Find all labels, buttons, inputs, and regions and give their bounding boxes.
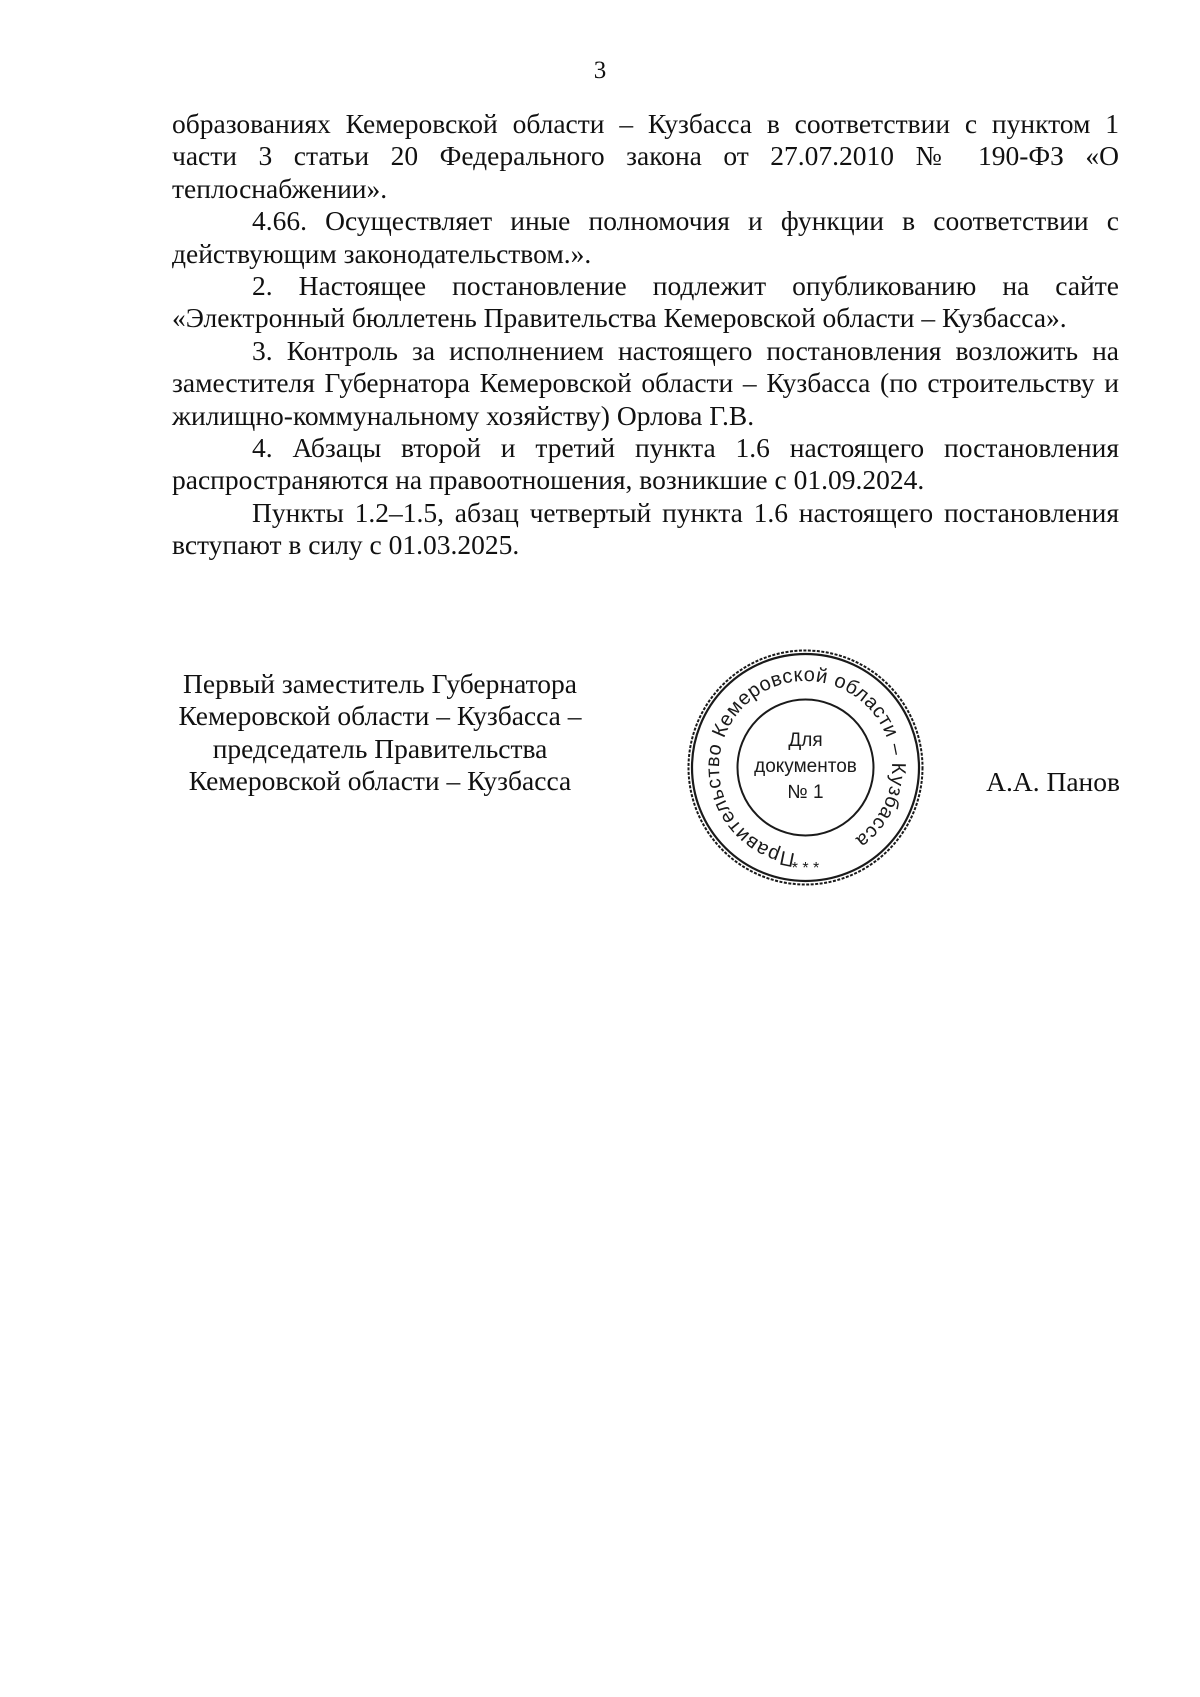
signatory-position-line: Первый заместитель Губернатора [183, 668, 577, 699]
paragraph-4-66: 4.66. Осуществляет иные полномочия и функции в соответствии с действующим законодательством.». [172, 205, 1119, 269]
paragraph-2-publication: 2. Настоящее постановление подлежит опубликованию на сайте «Электронный бюллетень Правительства Кемеровской области – Кузбасса». [172, 270, 1119, 334]
stamp-stars: * * * [791, 860, 820, 877]
paragraph-4-effect: 4. Абзацы второй и третий пункта 1.6 настоящего постановления распространяются на правоотношения, возникшие с 01.09.2024. [172, 432, 1119, 496]
official-stamp [683, 645, 928, 890]
signatory-position-line: Кемеровской области – Кузбасса [188, 765, 572, 797]
paragraph-3-control: 3. Контроль за исполнением настоящего постановления возложить на заместителя Губернатора Кемеровской области – Кузбасса (по строительству и жилищно-коммунальному хозяйству) Орлова Г.В. [172, 334, 1119, 431]
signatory-position-line: Кемеровской области – Кузбасса – [178, 700, 582, 732]
stamp-center-line-2: документов [754, 756, 857, 777]
signatory-position-line: председатель Правительства [212, 732, 548, 764]
document-body [172, 108, 1119, 562]
paragraph-continuation: образованиях Кемеровской области – Кузбасса в соответствии с пунктом 1 части 3 статьи 20 Федерального закона от 27.07.2010 № 190-ФЗ «О теплоснабжении». [172, 108, 1119, 204]
signatory-position [150, 668, 610, 798]
stamp-ring-text: Правительство Кемеровской области – Кузбасса [701, 663, 910, 871]
stamp-center-line-3: № 1 [787, 782, 824, 803]
stamp-center-line-1: Для [788, 730, 823, 751]
signatory-name: А.А. Панов [986, 766, 1120, 797]
paragraph-effective-date: Пункты 1.2–1.5, абзац четвертый пункта 1.6 настоящего постановления вступают в силу с 01.03.2025. [172, 496, 1119, 561]
page-number: 3 [593, 57, 607, 84]
